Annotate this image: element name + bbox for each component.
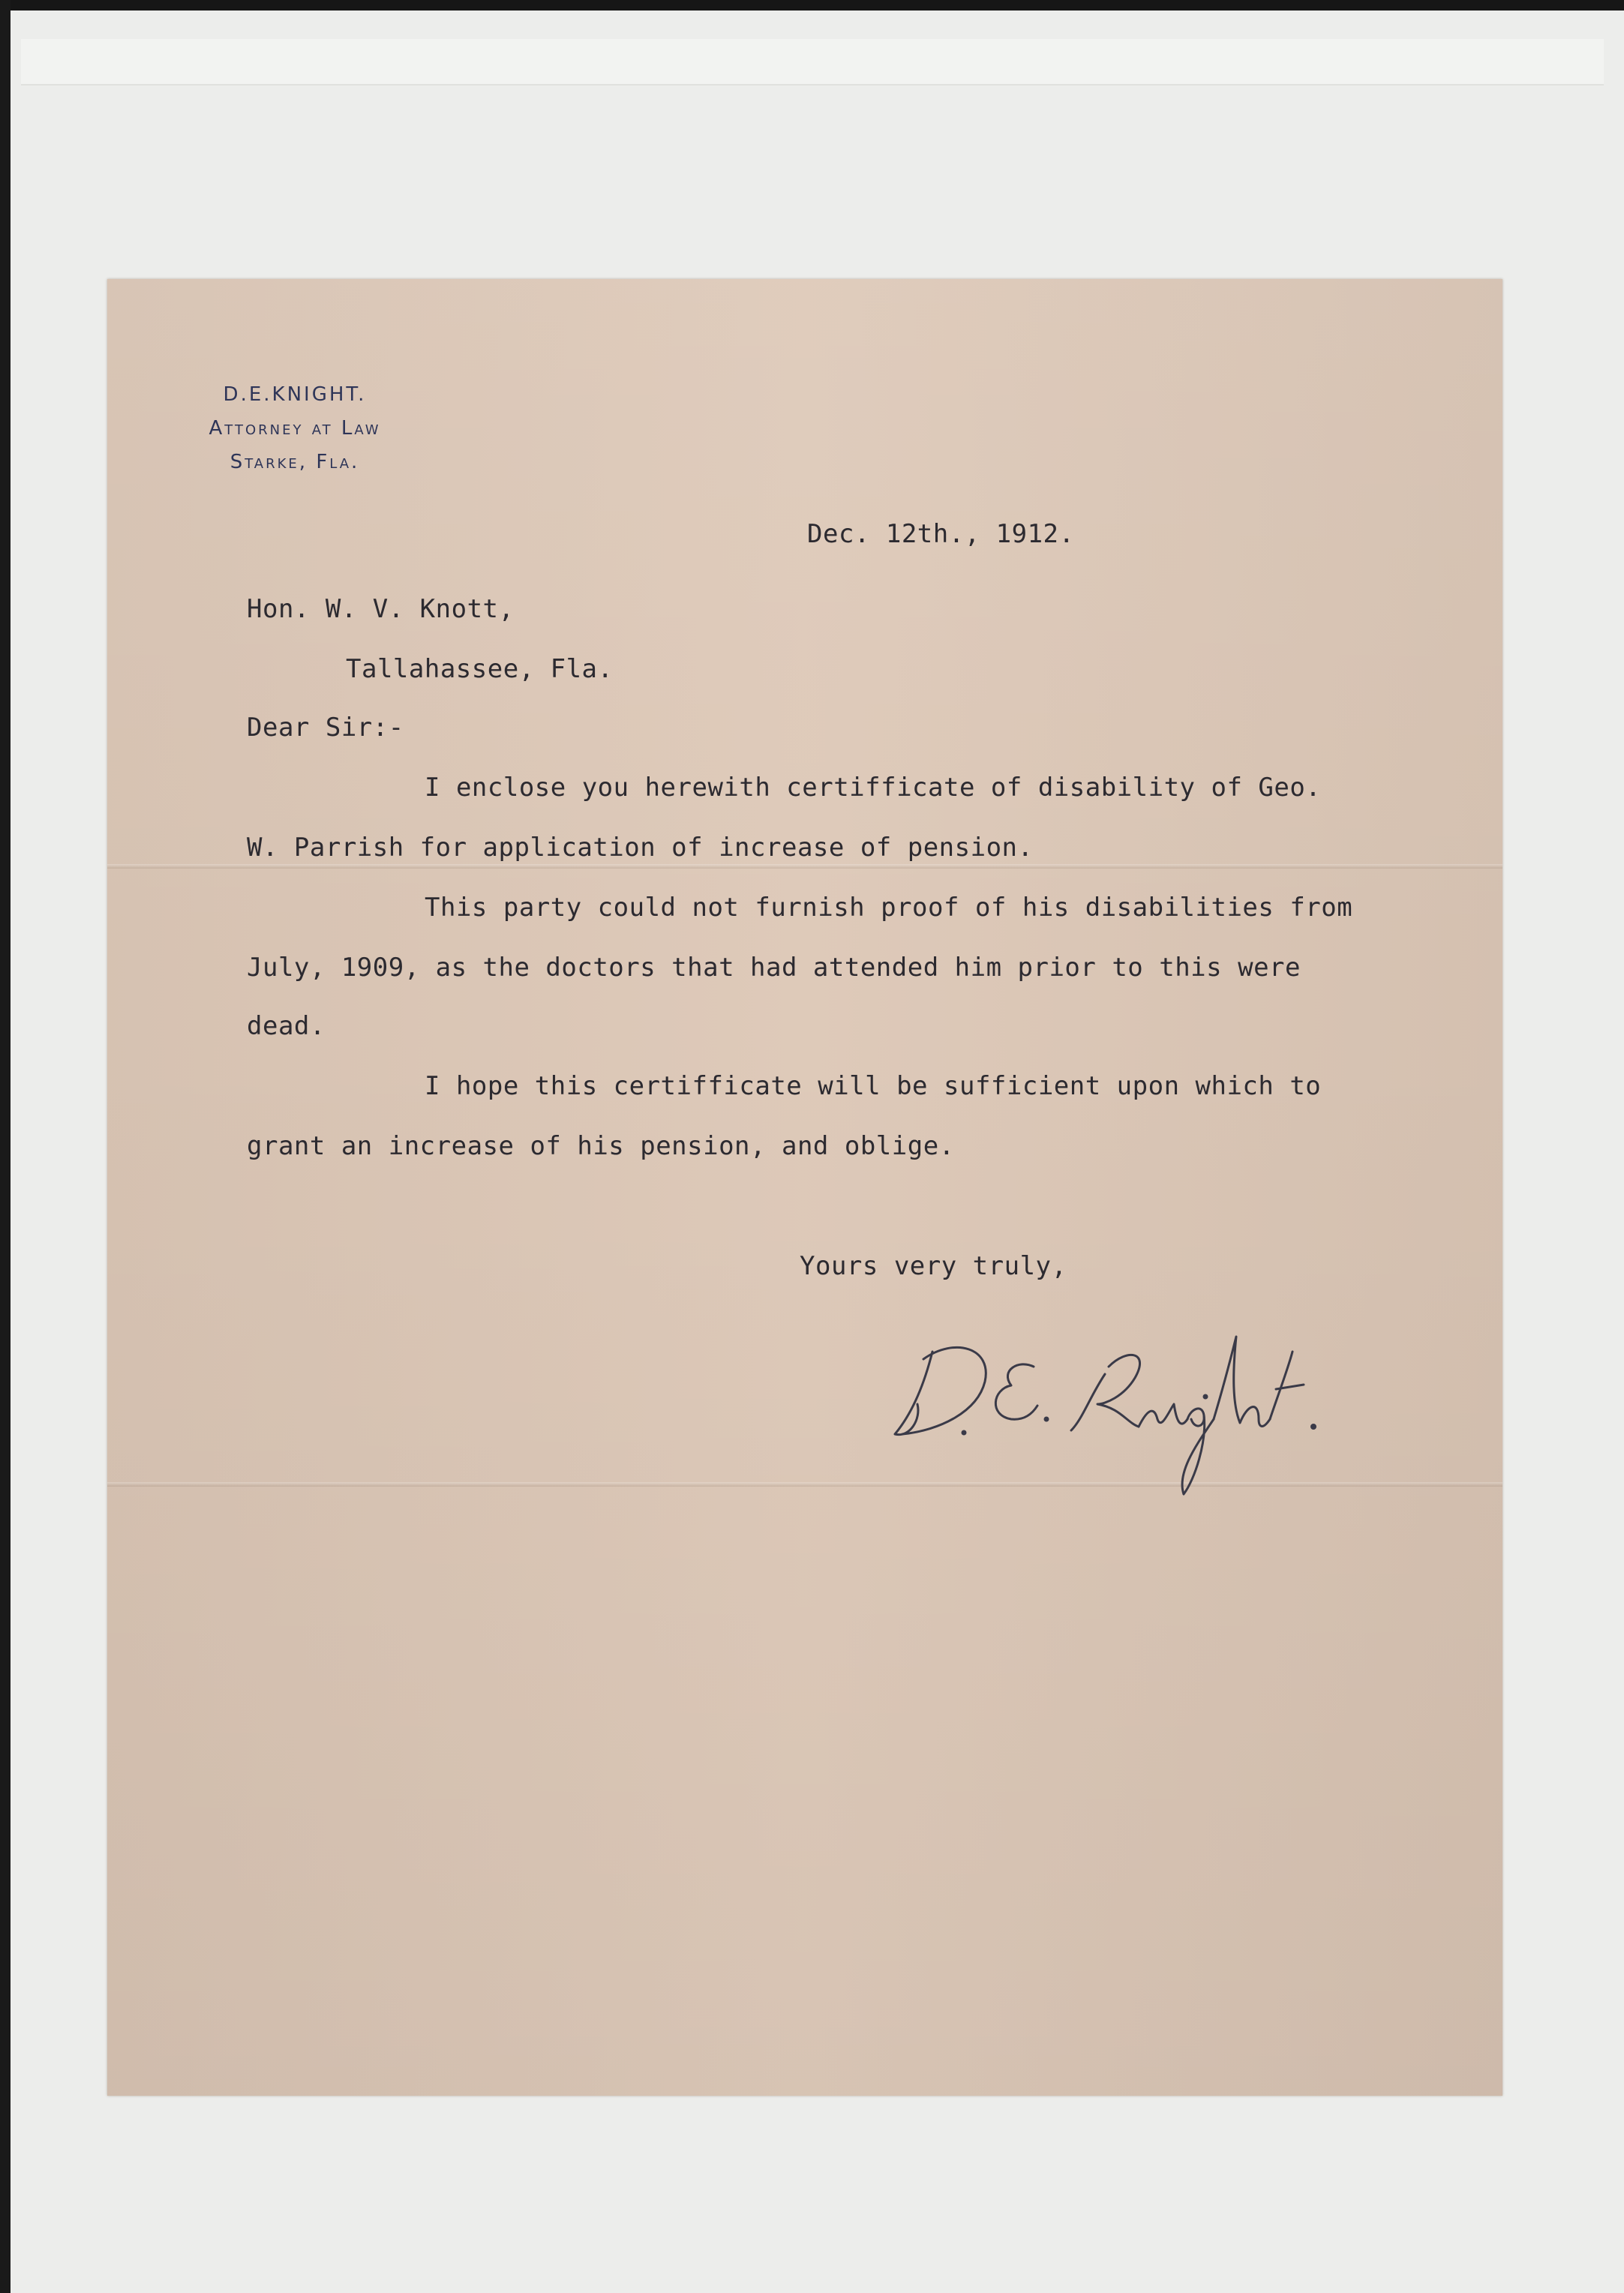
scan-edge-top [0,0,1624,11]
body-line: dead. [247,1011,326,1041]
body-line: July, 1909, as the doctors that had attended him prior to this were [247,953,1301,983]
letterhead-title: Attorney at Law [209,417,381,440]
body-line: grant an increase of his pension, and oblige. [247,1131,955,1161]
body-line: I enclose you herewith certifficate of disability of Geo. [425,773,1322,803]
letter-addressee-city: Tallahassee, Fla. [346,654,614,684]
body-line: This party could not furnish proof of his disabilities from [425,893,1353,923]
body-line: I hope this certifficate will be sufficient upon which to [425,1071,1322,1101]
handwritten-signature [880,1307,1405,1502]
letterhead-name: D.E.KNIGHT. [223,383,367,406]
letter-closing: Yours very truly, [800,1251,1067,1281]
letter-salutation: Dear Sir:- [247,713,404,743]
letter-addressee: Hon. W. V. Knott, [247,594,515,624]
letter-date: Dec. 12th., 1912. [807,519,1075,549]
letterhead-location: Starke, Fla. [230,451,360,473]
scan-edge-left [0,0,11,2293]
paper-fold-line [107,864,1502,869]
scan-top-strip [21,39,1604,86]
letterhead [152,378,437,479]
body-line: W. Parrish for application of increase of pension. [247,833,1034,863]
letter-paper [107,279,1502,2096]
